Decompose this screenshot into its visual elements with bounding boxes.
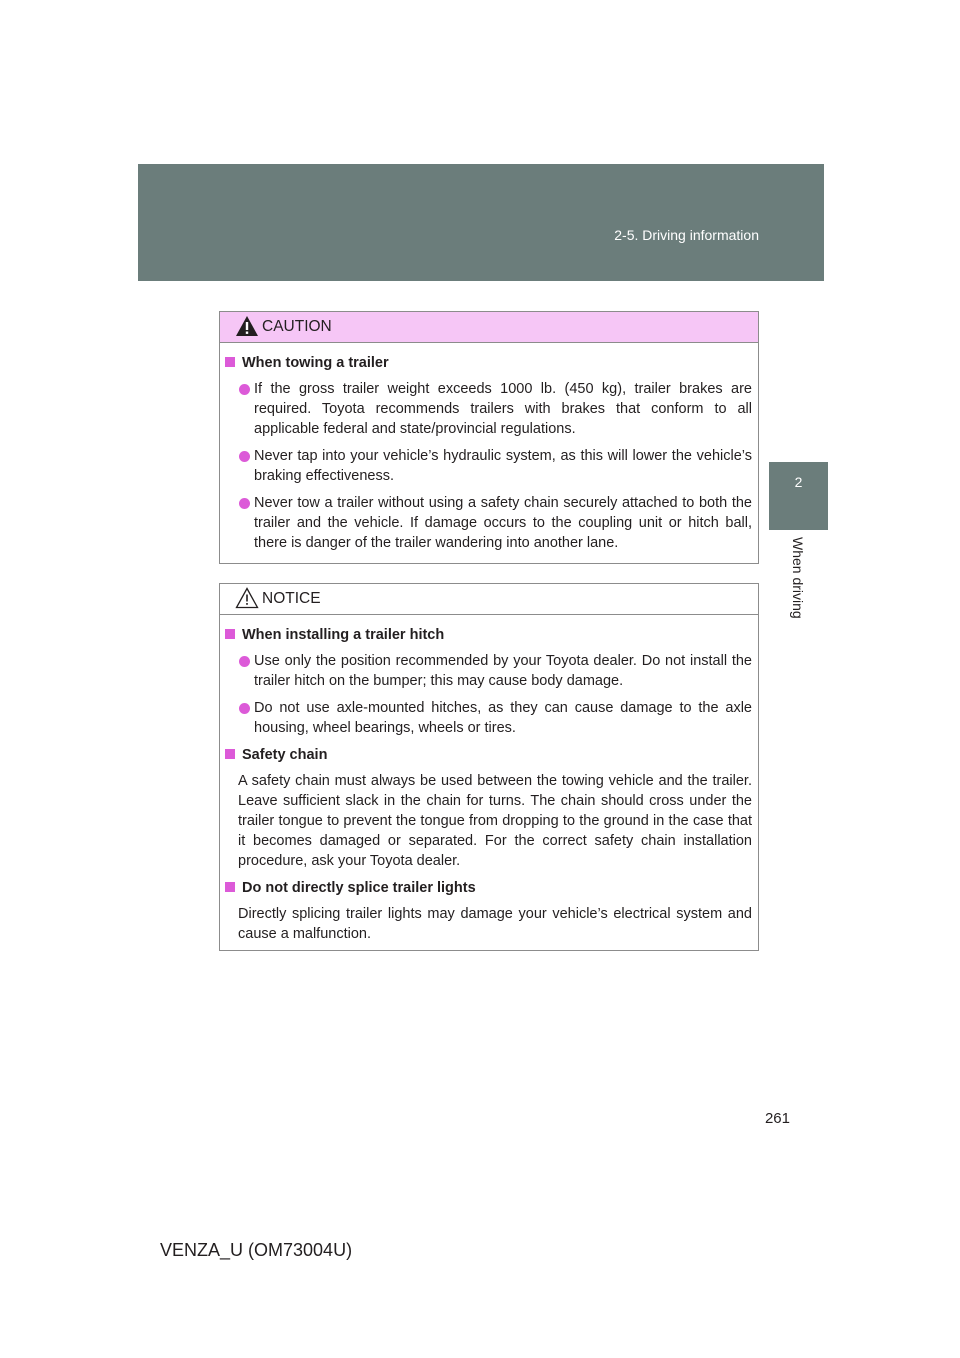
caution-title: CAUTION	[262, 318, 332, 335]
notice-box	[219, 583, 759, 951]
warning-triangle-icon	[235, 315, 259, 337]
square-bullet-icon	[225, 629, 235, 639]
caution-header	[220, 312, 758, 343]
footer-code: VENZA_U (OM73004U)	[160, 1240, 353, 1260]
chapter-tab	[769, 462, 828, 530]
caution-box	[219, 311, 759, 564]
notice-bullet: Use only the position recommended by your Toyota dealer. Do not install the trailer hitch on the bumper; this may cause body damage.	[237, 651, 752, 691]
section-title: 2-5. Driving information	[614, 227, 759, 243]
square-bullet-icon	[225, 357, 235, 367]
circle-bullet-icon	[239, 384, 250, 395]
square-bullet-icon	[225, 749, 235, 759]
caution-heading: When towing a trailer	[225, 353, 752, 373]
header-band	[138, 164, 824, 281]
page-number: 261	[764, 1110, 790, 1127]
notice-paragraph: A safety chain must always be used between the towing vehicle and the trailer. Leave sufficient slack in the chain for turns. The chain should cross under the trailer tongue to prevent the tongue from dropping to the ground in the case that it becomes damaged or separated. For the correct safety chain installation procedure, ask your Toyota dealer.	[238, 773, 752, 869]
warning-triangle-outline-icon	[235, 587, 259, 609]
caution-bullet: If the gross trailer weight exceeds 1000 lb. (450 kg), trailer brakes are required. Toyota recommends trailers with brakes that conform to all applicable federal and state/provincial regulations.	[237, 379, 752, 439]
notice-bullet: Do not use axle-mounted hitches, as they can cause damage to the axle housing, wheel bearings, wheels or tires.	[237, 698, 752, 738]
notice-paragraph: Directly splicing trailer lights may damage your vehicle’s electrical system and cause a malfunction.	[238, 906, 752, 942]
caution-bullet: Never tow a trailer without using a safety chain securely attached to both the trailer and the vehicle. If damage occurs to the coupling unit or hitch ball, there is danger of the trailer wandering into another lane.	[237, 493, 752, 553]
circle-bullet-icon	[239, 498, 250, 509]
notice-heading: Do not directly splice trailer lights	[225, 878, 752, 898]
notice-title: NOTICE	[262, 590, 321, 607]
square-bullet-icon	[225, 882, 235, 892]
circle-bullet-icon	[239, 451, 250, 462]
notice-heading: When installing a trailer hitch	[225, 625, 752, 645]
chapter-label: When driving	[790, 537, 806, 619]
chapter-number: 2	[794, 474, 803, 490]
notice-header	[220, 584, 758, 615]
caution-bullet: Never tap into your vehicle’s hydraulic system, as this will lower the vehicle’s braking effectiveness.	[237, 446, 752, 486]
notice-heading: Safety chain	[225, 745, 752, 765]
circle-bullet-icon	[239, 703, 250, 714]
circle-bullet-icon	[239, 656, 250, 667]
